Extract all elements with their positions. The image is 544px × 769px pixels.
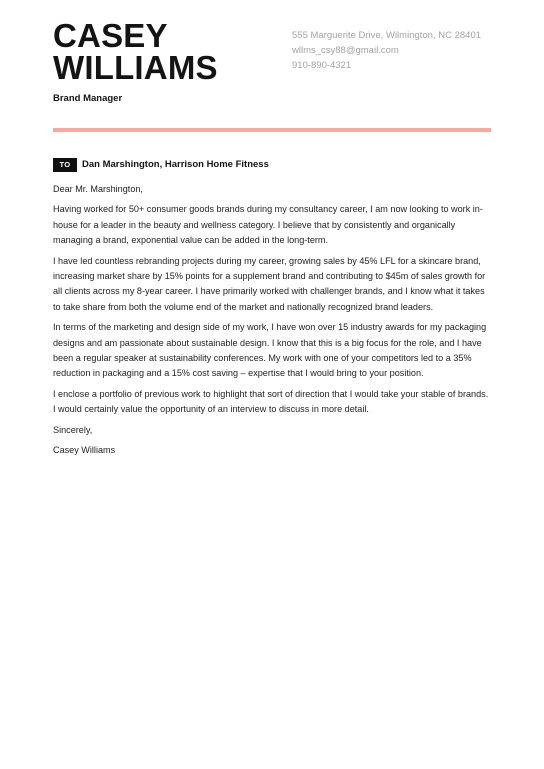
- recipient-name: Dan Marshington, Harrison Home Fitness: [82, 159, 269, 170]
- applicant-last-name: WILLIAMS: [53, 49, 218, 86]
- paragraph-3: In terms of the marketing and design side of my work, I have won over 15 industry awards for my packaging designs and am passionate about sustainable design. I know that this is a big focus for the role, and I have been a regular speaker at sustainability conferences. My work with one of your competitors led to a 35% reduction in packaging and a 15% cost saving – expertise that I would bring to your position.: [53, 322, 487, 379]
- salutation: Dear Mr. Marshington,: [53, 184, 143, 194]
- paragraph-2: I have led countless rebranding projects during my career, growing sales by 45% LFL for a skincare brand, increasing market share by 15% points for a supplement brand and contributing to $45m of sales growth for all clients across my 8-year career. I have primarily worked with challenger brands, and I know what it takes to take share from both the volume end of the market and nationally recognized brand leaders.: [53, 255, 486, 312]
- contact-email: wllms_csy88@gmail.com: [292, 45, 399, 56]
- to-badge: TO: [53, 158, 77, 172]
- paragraph-1: Having worked for 50+ consumer goods brands during my consultancy career, I am now looking to work in-house for a leader in the beauty and wellness category. I believe that by consistently and organically managing a brand, exponential value can be added in the long-term.: [53, 204, 483, 246]
- applicant-name: [53, 17, 218, 86]
- job-title: Brand Manager: [53, 93, 123, 104]
- contact-phone: 910-890-4321: [292, 60, 352, 71]
- closing: Sincerely,: [53, 424, 93, 435]
- paragraph-4: I enclose a portfolio of previous work to highlight that sort of direction that I would take your stable of brands. I would certainly value the opportunity of an interview to discuss in more detail.: [53, 388, 489, 415]
- applicant-first-name: CASEY: [53, 17, 168, 54]
- accent-divider: [53, 128, 491, 132]
- letter-body: [53, 182, 493, 464]
- signature: Casey Williams: [53, 445, 116, 456]
- recipient-row: [53, 157, 269, 172]
- contact-info: [292, 28, 481, 73]
- contact-address: 555 Marguerite Drive, Wilmington, NC 28401: [292, 30, 482, 41]
